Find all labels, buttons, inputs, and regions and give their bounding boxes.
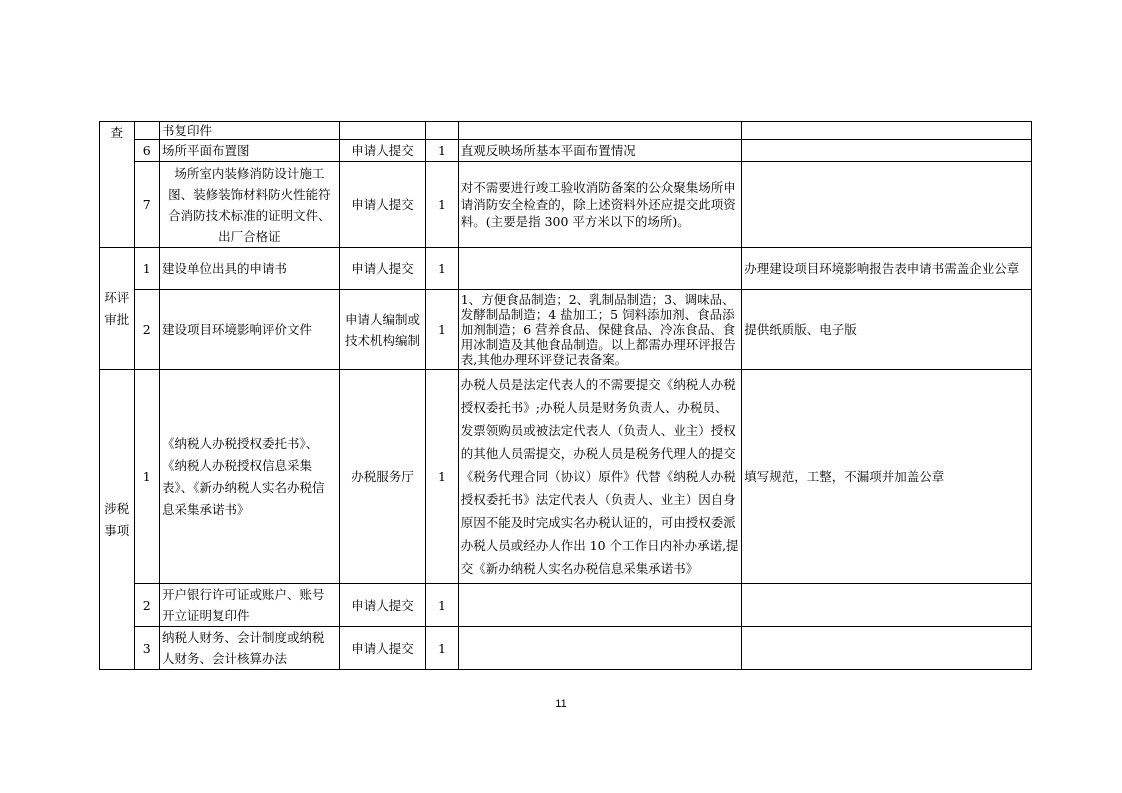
item-remark xyxy=(742,627,1032,670)
section-label: 查 xyxy=(110,125,124,140)
item-remark xyxy=(742,140,1032,162)
table-row xyxy=(100,627,1032,670)
item-remark xyxy=(742,584,1032,627)
item-source: 申请人提交 xyxy=(339,162,425,248)
item-remark: 填写规范，工整，不漏项并加盖公章 xyxy=(742,370,1032,584)
item-note: 办税人员是法定代表人的不需要提交《纳税人办税授权委托书》;办税人员是财务负责人、办税员、发票领购员或被法定代表人（负责人、业主）授权的其他人员需提交，办税人员是税务代理人的提交《税务代理合同（协议）原件》代替《纳税人办税授权委托书》法定代表人（负责人、业主）因自身原因不能及时完成实名办税认证的，可由授权委派办税人员或经办人作出 10 个工作日内补办承诺,提交《新办纳税人实名办税信息采集承诺书》 xyxy=(458,370,742,584)
materials-table xyxy=(99,121,1032,670)
table-row xyxy=(100,162,1032,248)
item-source: 申请人提交 xyxy=(339,248,425,290)
section-cell xyxy=(100,248,135,370)
page-number: 11 xyxy=(555,698,567,710)
item-note: 直观反映场所基本平面布置情况 xyxy=(458,140,742,162)
table-row xyxy=(100,122,1032,140)
item-quantity: 1 xyxy=(426,248,459,290)
item-note: 1、方便食品制造；2、乳制品制造；3、调味品、发酵制品制造；4 盐加工；5 饲料添加剂、食品添加剂制造；6 营养食品、保健食品、冷冻食品、食用冰制造及其他食品制造。以上都需办理环评报告表,其他办理环评登记表备案。 xyxy=(458,290,742,370)
item-quantity: 1 xyxy=(426,627,459,670)
section-label: 环评审批 xyxy=(104,289,130,327)
section-label: 涉税事项 xyxy=(104,500,130,538)
item-number: 1 xyxy=(134,248,159,290)
item-quantity: 1 xyxy=(426,140,459,162)
item-name: 场所室内装修消防设计施工图、装修装饰材料防火性能符合消防技术标准的证明文件、出厂合格证 xyxy=(159,162,339,248)
item-name: 《纳税人办税授权委托书》、《纳税人办税授权信息采集表》、《新办纳税人实名办税信息采集承诺书》 xyxy=(159,370,339,584)
table-row xyxy=(100,140,1032,162)
item-name: 场所平面布置图 xyxy=(159,140,339,162)
item-number: 6 xyxy=(134,140,159,162)
item-quantity: 1 xyxy=(426,584,459,627)
item-name: 纳税人财务、会计制度或纳税人财务、会计核算办法 xyxy=(159,627,339,670)
item-number: 1 xyxy=(134,370,159,584)
item-note xyxy=(458,248,742,290)
section-cell xyxy=(100,122,135,248)
item-remark xyxy=(742,162,1032,248)
table-row xyxy=(100,584,1032,627)
item-note xyxy=(458,584,742,627)
item-name: 书复印件 xyxy=(159,122,339,140)
item-remark xyxy=(742,122,1032,140)
section-cell xyxy=(100,370,135,670)
item-source: 申请人提交 xyxy=(339,627,425,670)
item-quantity: 1 xyxy=(426,290,459,370)
item-number: 7 xyxy=(134,162,159,248)
table-row xyxy=(100,370,1032,584)
item-remark: 办理建设项目环境影响报告表申请书需盖企业公章 xyxy=(742,248,1032,290)
item-number: 2 xyxy=(134,290,159,370)
item-note: 对不需要进行竣工验收消防备案的公众聚集场所申请消防安全检查的，除上述资料外还应提交此项资料。(主要是指 300 平方米以下的场所)。 xyxy=(458,162,742,248)
item-number xyxy=(134,122,159,140)
item-number: 3 xyxy=(134,627,159,670)
item-source: 申请人编制或技术机构编制 xyxy=(339,290,425,370)
item-quantity xyxy=(426,122,459,140)
item-note xyxy=(458,627,742,670)
item-name: 建设单位出具的申请书 xyxy=(159,248,339,290)
item-source: 办税服务厅 xyxy=(339,370,425,584)
table-row xyxy=(100,248,1032,290)
item-quantity: 1 xyxy=(426,162,459,248)
item-remark: 提供纸质版、电子版 xyxy=(742,290,1032,370)
item-name: 建设项目环境影响评价文件 xyxy=(159,290,339,370)
item-source: 申请人提交 xyxy=(339,140,425,162)
item-source xyxy=(339,122,425,140)
item-note xyxy=(458,122,742,140)
item-name: 开户银行许可证或账户、账号开立证明复印件 xyxy=(159,584,339,627)
item-number: 2 xyxy=(134,584,159,627)
table-row xyxy=(100,290,1032,370)
item-source: 申请人提交 xyxy=(339,584,425,627)
item-quantity: 1 xyxy=(426,370,459,584)
